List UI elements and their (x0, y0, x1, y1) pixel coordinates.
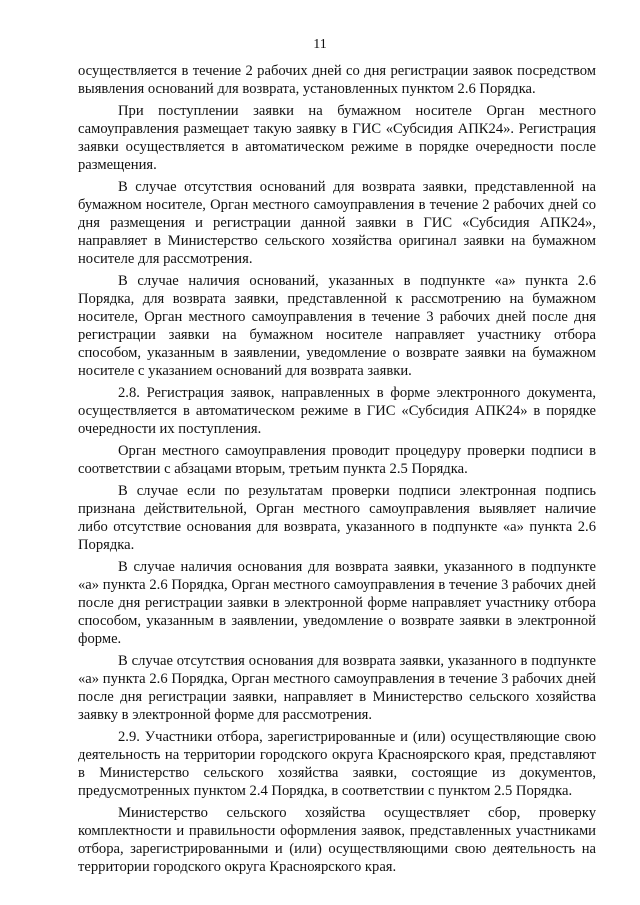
paragraph: осуществляется в течение 2 рабочих дней со дня регистрации заявок посредством выявления оснований для возврата, установленных пунктом 2.6 Порядка. (78, 63, 596, 98)
page-number: 11 (313, 37, 327, 52)
paragraph: 2.8. Регистрация заявок, направленных в форме электронного документа, осуществляется в автоматическом режиме в ГИС «Субсидия АПК24» в порядке очередности их поступления. (78, 384, 596, 438)
paragraph: В случае наличия основания для возврата заявки, указанного в подпункте «а» пункта 2.6 Порядка, Орган местного самоуправления в течение 3 рабочих дней после дня регистрации заявки в электронной форме направляет участнику отбора способом, указанным в заявлении, уведомление о возврате заявки в электронной форме. (78, 558, 596, 647)
paragraph: Министерство сельского хозяйства осуществляет сбор, проверку комплектности и правильности оформления заявок, представленных участниками отбора, зарегистрированными и (или) осуществляющими свою деятельность на территории городского округа Красноярского края. (78, 804, 596, 875)
paragraph: Орган местного самоуправления проводит процедуру проверки подписи в соответствии с абзацами вторым, третьим пункта 2.5 Порядка. (78, 442, 596, 477)
paragraph: В случае наличия оснований, указанных в подпункте «а» пункта 2.6 Порядка, для возврата заявки, представленной к рассмотрению на бумажном носителе, Орган местного самоуправления в течение 3 рабочих дней после дня регистрации заявки на бумажном носителе направляет участнику отбора способом, указанным в заявлении, уведомление о возврате заявки на бумажном носителе с указанием оснований для возврата заявки. (78, 272, 596, 380)
paragraph: При поступлении заявки на бумажном носителе Орган местного самоуправления размещает такую заявку в ГИС «Субсидия АПК24». Регистрация заявки осуществляется в автоматическом режиме в порядке очередности после размещения. (78, 102, 596, 174)
document-body (78, 62, 596, 880)
paragraph: В случае отсутствия оснований для возврата заявки, представленной на бумажном носителе, Орган местного самоуправления в течение 2 рабочих дней со дня размещения и регистрации данной заявки в ГИС «Субсидия АПК24», направляет в Министерство сельского хозяйства оригинал заявки на бумажном носителе для рассмотрения. (78, 178, 596, 268)
paragraph: В случае если по результатам проверки подписи электронная подпись признана действительной, Орган местного самоуправления выявляет наличие либо отсутствие основания для возврата, указанного в подпункте «а» пункта 2.6 Порядка. (78, 482, 596, 553)
paragraph: 2.9. Участники отбора, зарегистрированные и (или) осуществляющие свою деятельность на территории городского округа Красноярского края, представляют в Министерство сельского хозяйства заявки, состоящие из документов, предусмотренных пунктом 2.4 Порядка, в соответствии с пунктом 2.5 Порядка. (78, 728, 596, 799)
paragraph: В случае отсутствия основания для возврата заявки, указанного в подпункте «а» пункта 2.6 Порядка, Орган местного самоуправления в течение 3 рабочих дней после дня регистрации заявки, направляет в Министерство сельского хозяйства заявку в электронной форме для рассмотрения. (78, 652, 596, 723)
